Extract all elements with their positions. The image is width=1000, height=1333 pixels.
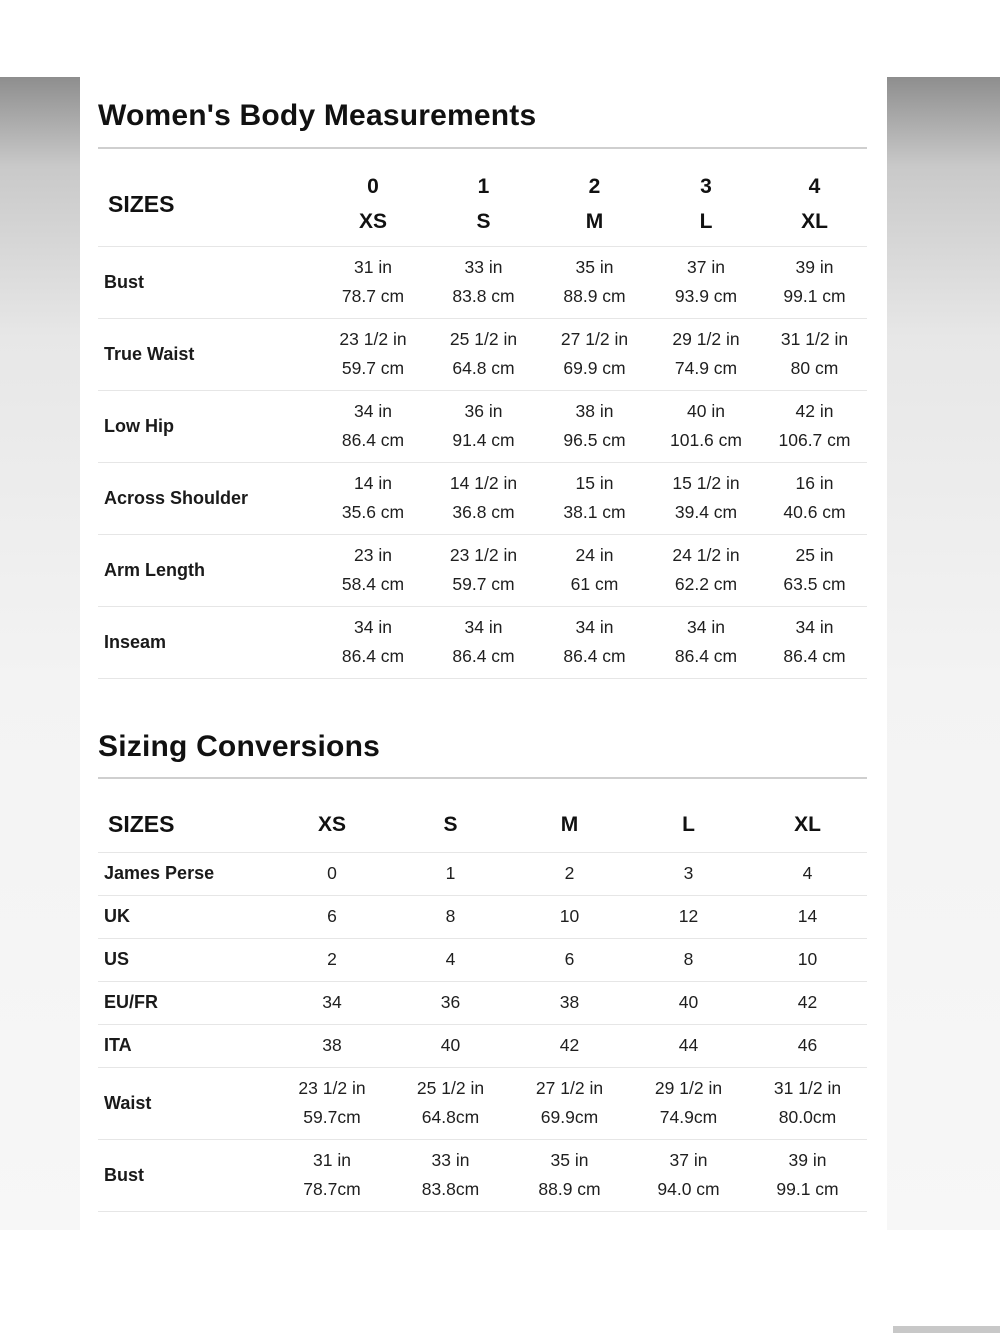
table-cell	[629, 1139, 748, 1211]
cell-value: 36	[440, 992, 461, 1012]
table-cell	[762, 390, 867, 462]
cell-value: 23 1/2 in	[339, 329, 407, 349]
cell-value: 14 in	[354, 473, 392, 493]
row-label: Across Shoulder	[98, 462, 318, 534]
cell-value: 59.7 cm	[341, 358, 405, 378]
cell-value: 99.1 cm	[776, 1179, 839, 1199]
cell-value: 34 in	[354, 617, 392, 637]
table-cell	[539, 534, 650, 606]
size-letter: M	[585, 210, 604, 234]
cell-value: 4	[802, 863, 813, 883]
cell-value: 86.4 cm	[563, 646, 626, 666]
cell-value: 42	[559, 1035, 580, 1055]
table-row	[98, 895, 867, 938]
table-row	[98, 981, 867, 1024]
table-cell	[539, 246, 650, 318]
cell-value: 86.4 cm	[341, 430, 405, 450]
table-cell	[650, 606, 762, 678]
header-row	[98, 163, 867, 246]
cell-value: 15 1/2 in	[672, 473, 740, 493]
cell-value: 16 in	[795, 473, 834, 493]
size-header: XS	[273, 797, 391, 852]
table-cell	[629, 1024, 748, 1067]
cell-value: 34 in	[464, 617, 503, 637]
cell-value: 24 in	[575, 545, 614, 565]
row-label: Low Hip	[98, 390, 318, 462]
table-cell	[650, 534, 762, 606]
cell-value: 31 1/2 in	[780, 329, 849, 349]
cell-value: 14	[797, 906, 818, 926]
cell-value: 46	[797, 1035, 818, 1055]
table-cell	[428, 606, 539, 678]
cell-value: 2	[564, 863, 575, 883]
cell-value: 34 in	[795, 617, 834, 637]
table-cell	[629, 981, 748, 1024]
cell-value: 25 1/2 in	[449, 329, 518, 349]
table-cell	[428, 390, 539, 462]
cell-value: 2	[327, 949, 337, 969]
cell-value: 59.7 cm	[452, 574, 515, 594]
cell-value: 63.5 cm	[783, 574, 846, 594]
table-cell	[650, 462, 762, 534]
cell-value: 23 1/2 in	[449, 545, 518, 565]
size-letter: L	[699, 210, 713, 234]
table-cell	[428, 534, 539, 606]
cell-value: 74.9 cm	[674, 358, 738, 378]
table-cell	[539, 390, 650, 462]
row-label: Bust	[98, 246, 318, 318]
cell-value: 34 in	[575, 617, 614, 637]
size-header: S	[391, 797, 510, 852]
cell-value: 86.4 cm	[674, 646, 738, 666]
measurements-title: Women's Body Measurements	[98, 99, 537, 132]
cell-value: 38	[322, 1035, 342, 1055]
cell-value: 35 in	[575, 257, 614, 277]
cell-value: 58.4 cm	[341, 574, 405, 594]
cell-value: 35 in	[550, 1150, 589, 1170]
row-label: Inseam	[98, 606, 318, 678]
row-label: EU/FR	[98, 981, 273, 1024]
cell-value: 36 in	[464, 401, 503, 421]
table-cell	[762, 462, 867, 534]
cell-value: 34	[322, 992, 342, 1012]
table-cell	[762, 534, 867, 606]
table-row	[98, 1139, 867, 1211]
cell-value: 61 cm	[570, 574, 619, 594]
cell-value: 34 in	[687, 617, 725, 637]
cell-value: 14 1/2 in	[449, 473, 518, 493]
cell-value: 74.9cm	[659, 1107, 718, 1127]
cell-value: 31 1/2 in	[773, 1078, 842, 1098]
cell-value: 25 in	[795, 545, 834, 565]
table-row	[98, 462, 867, 534]
table-cell	[273, 938, 391, 981]
table-cell	[391, 895, 510, 938]
cell-value: 8	[683, 949, 694, 969]
cell-value: 31 in	[354, 257, 392, 277]
cell-value: 23 in	[354, 545, 392, 565]
row-label: True Waist	[98, 318, 318, 390]
table-cell	[273, 1067, 391, 1139]
cell-value: 35.6 cm	[341, 502, 405, 522]
table-cell	[539, 318, 650, 390]
header-label: SIZES	[98, 163, 318, 246]
size-header: XL	[748, 797, 867, 852]
cell-value: 40.6 cm	[783, 502, 846, 522]
table-cell	[273, 1024, 391, 1067]
table-cell	[510, 1024, 629, 1067]
cell-value: 93.9 cm	[674, 286, 738, 306]
cell-value: 101.6 cm	[670, 430, 742, 450]
table-row	[98, 534, 867, 606]
table-cell	[391, 1024, 510, 1067]
table-row	[98, 852, 867, 895]
conversions-title: Sizing Conversions	[98, 730, 380, 763]
cell-value: 8	[445, 906, 456, 926]
cell-value: 40	[678, 992, 699, 1012]
cell-value: 38	[559, 992, 580, 1012]
table-cell	[650, 390, 762, 462]
size-number: 2	[588, 175, 601, 199]
table-row	[98, 390, 867, 462]
cell-value: 94.0 cm	[657, 1179, 720, 1199]
size-letter: S	[476, 210, 491, 234]
table-cell	[428, 462, 539, 534]
size-header: L	[629, 797, 748, 852]
cell-value: 83.8cm	[421, 1179, 480, 1199]
size-number: 4	[808, 175, 821, 199]
cell-value: 42	[797, 992, 818, 1012]
cell-value: 29 1/2 in	[654, 1078, 723, 1098]
table-cell	[539, 462, 650, 534]
cell-value: 33 in	[431, 1150, 470, 1170]
cell-value: 91.4 cm	[452, 430, 515, 450]
cell-value: 38.1 cm	[563, 502, 626, 522]
cell-value: 4	[445, 949, 456, 969]
table-cell	[273, 1139, 391, 1211]
row-label: UK	[98, 895, 273, 938]
table-row	[98, 606, 867, 678]
cell-value: 31 in	[313, 1150, 351, 1170]
table-cell	[762, 606, 867, 678]
cell-value: 78.7 cm	[341, 286, 405, 306]
cell-value: 37 in	[687, 257, 725, 277]
cell-value: 29 1/2 in	[672, 329, 740, 349]
background-left	[0, 77, 80, 1230]
size-chart-panel	[80, 77, 887, 1230]
cell-value: 12	[678, 906, 699, 926]
cell-value: 96.5 cm	[563, 430, 626, 450]
size-header	[650, 163, 762, 246]
cell-value: 62.2 cm	[674, 574, 738, 594]
table-cell	[428, 318, 539, 390]
cell-value: 39 in	[788, 1150, 827, 1170]
cell-value: 80 cm	[790, 358, 839, 378]
table-cell	[273, 852, 391, 895]
table-cell	[510, 895, 629, 938]
table-cell	[762, 246, 867, 318]
background-right	[887, 77, 1000, 1230]
cell-value: 3	[683, 863, 694, 883]
size-header	[539, 163, 650, 246]
measurements-divider	[98, 147, 867, 149]
table-cell	[748, 1067, 867, 1139]
header-row	[98, 797, 867, 852]
cell-value: 88.9 cm	[563, 286, 626, 306]
table-row	[98, 1024, 867, 1067]
table-cell	[391, 981, 510, 1024]
table-cell	[629, 938, 748, 981]
size-letter: XS	[358, 210, 387, 234]
table-cell	[650, 246, 762, 318]
cell-value: 106.7 cm	[778, 430, 851, 450]
row-label: Bust	[98, 1139, 273, 1211]
cell-value: 99.1 cm	[783, 286, 846, 306]
table-cell	[650, 318, 762, 390]
cell-value: 0	[327, 863, 337, 883]
cell-value: 40	[440, 1035, 461, 1055]
table-cell	[762, 318, 867, 390]
measurements-table	[98, 163, 867, 679]
cell-value: 83.8 cm	[452, 286, 515, 306]
table-cell	[318, 606, 428, 678]
table-cell	[748, 1024, 867, 1067]
cell-value: 10	[559, 906, 580, 926]
table-row	[98, 318, 867, 390]
cell-value: 42 in	[795, 401, 834, 421]
cell-value: 6	[327, 906, 337, 926]
cell-value: 1	[445, 863, 456, 883]
cell-value: 39 in	[795, 257, 834, 277]
table-cell	[318, 462, 428, 534]
table-cell	[428, 246, 539, 318]
table-cell	[748, 938, 867, 981]
cell-value: 44	[678, 1035, 699, 1055]
cell-value: 86.4 cm	[341, 646, 405, 666]
cell-value: 36.8 cm	[452, 502, 515, 522]
row-label: Waist	[98, 1067, 273, 1139]
cell-value: 80.0cm	[778, 1107, 837, 1127]
table-cell	[629, 895, 748, 938]
row-label: US	[98, 938, 273, 981]
cell-value: 59.7cm	[303, 1107, 361, 1127]
cell-value: 27 1/2 in	[535, 1078, 604, 1098]
size-letter: XL	[801, 210, 828, 234]
cell-value: 25 1/2 in	[416, 1078, 485, 1098]
row-label: Arm Length	[98, 534, 318, 606]
table-cell	[748, 895, 867, 938]
cell-value: 34 in	[354, 401, 392, 421]
cell-value: 86.4 cm	[452, 646, 515, 666]
cell-value: 15 in	[575, 473, 614, 493]
cell-value: 23 1/2 in	[298, 1078, 366, 1098]
header-label: SIZES	[98, 797, 273, 852]
cell-value: 40 in	[687, 401, 725, 421]
table-cell	[273, 895, 391, 938]
cell-value: 64.8cm	[421, 1107, 480, 1127]
table-row	[98, 938, 867, 981]
table-cell	[539, 606, 650, 678]
size-number: 3	[700, 175, 712, 199]
cell-value: 88.9 cm	[538, 1179, 601, 1199]
row-label: ITA	[98, 1024, 273, 1067]
table-cell	[318, 534, 428, 606]
table-cell	[510, 1139, 629, 1211]
table-cell	[273, 981, 391, 1024]
table-cell	[748, 1139, 867, 1211]
cell-value: 6	[564, 949, 575, 969]
size-number: 0	[367, 175, 379, 199]
table-cell	[748, 981, 867, 1024]
table-cell	[318, 246, 428, 318]
size-header	[762, 163, 867, 246]
table-row	[98, 1067, 867, 1139]
table-cell	[391, 938, 510, 981]
size-header: M	[510, 797, 629, 852]
table-cell	[510, 981, 629, 1024]
table-cell	[629, 852, 748, 895]
conversions-table	[98, 797, 867, 1212]
size-header	[318, 163, 428, 246]
scrollbar-sliver	[893, 1326, 1000, 1333]
cell-value: 38 in	[575, 401, 614, 421]
table-cell	[748, 852, 867, 895]
conversions-divider	[98, 777, 867, 779]
cell-value: 37 in	[669, 1150, 708, 1170]
table-cell	[510, 1067, 629, 1139]
table-row	[98, 246, 867, 318]
table-cell	[629, 1067, 748, 1139]
table-cell	[391, 1139, 510, 1211]
size-header	[428, 163, 539, 246]
cell-value: 86.4 cm	[783, 646, 846, 666]
table-cell	[318, 390, 428, 462]
cell-value: 78.7cm	[303, 1179, 361, 1199]
row-label: James Perse	[98, 852, 273, 895]
cell-value: 69.9cm	[540, 1107, 599, 1127]
cell-value: 10	[797, 949, 818, 969]
cell-value: 39.4 cm	[674, 502, 738, 522]
table-cell	[391, 852, 510, 895]
cell-value: 69.9 cm	[563, 358, 626, 378]
table-cell	[318, 318, 428, 390]
cell-value: 24 1/2 in	[672, 545, 740, 565]
cell-value: 64.8 cm	[452, 358, 515, 378]
table-cell	[510, 938, 629, 981]
cell-value: 33 in	[464, 257, 503, 277]
table-cell	[510, 852, 629, 895]
size-number: 1	[477, 175, 490, 199]
table-cell	[391, 1067, 510, 1139]
cell-value: 27 1/2 in	[560, 329, 629, 349]
